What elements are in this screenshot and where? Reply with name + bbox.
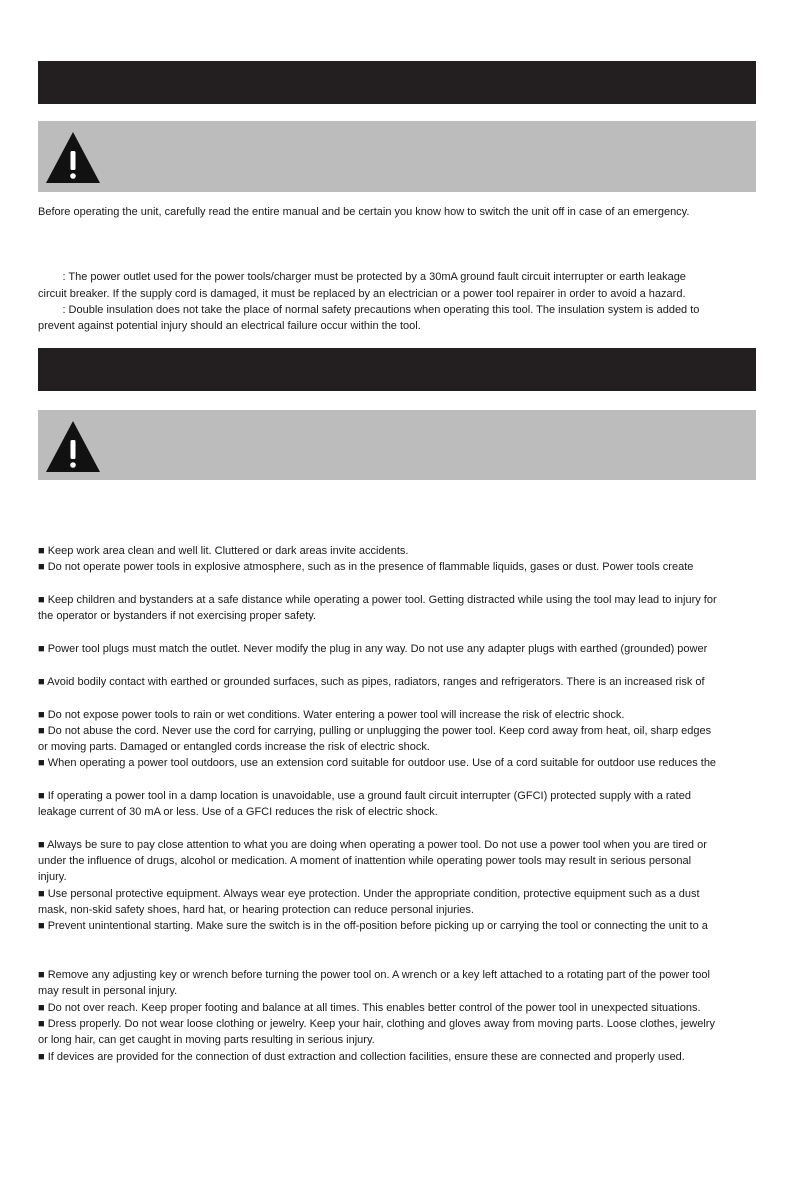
list-item: ■ Do not operate power tools in explosive atmosphere, such as in the presence of flammable liquids, gases or dust. Power tools create: [38, 561, 694, 573]
list-item: ■ Power tool plugs must match the outlet. Never modify the plug in any way. Do not use any adapter plugs with earthed (grounded) power: [38, 643, 708, 655]
list-item: ■ Remove any adjusting key or wrench before turning the power tool on. A wrench or a key left attached to a rotating part of the power tool: [38, 969, 710, 981]
body-line: prevent against potential injury should an electrical failure occur within the tool.: [38, 320, 421, 332]
list-item: or long hair, can get caught in moving parts resulting in serious injury.: [38, 1034, 375, 1046]
warning-box-2: [38, 410, 756, 480]
list-item: the operator or bystanders if not exercising proper safety.: [38, 610, 316, 622]
list-item: ■ Do not over reach. Keep proper footing and balance at all times. This enables better control of the power tool in unexpected situations.: [38, 1002, 701, 1014]
list-item: ■ Dress properly. Do not wear loose clothing or jewelry. Keep your hair, clothing and gloves away from moving parts. Loose clothes, jewelry: [38, 1018, 715, 1030]
section-header-bar-2: [38, 348, 756, 391]
list-item: ■ Do not expose power tools to rain or wet conditions. Water entering a power tool will increase the risk of electric shock.: [38, 709, 625, 721]
list-item: mask, non-skid safety shoes, hard hat, or hearing protection can reduce personal injuries.: [38, 904, 474, 916]
list-item: ■ Always be sure to pay close attention to what you are doing when operating a power tool. Do not use a power tool when you are tired or: [38, 839, 707, 851]
intro-line: Before operating the unit, carefully read the entire manual and be certain you know how to switch the unit off in case of an emergency.: [38, 206, 690, 218]
list-item: ■ Use personal protective equipment. Always wear eye protection. Under the appropriate condition, protective equipment such as a dust: [38, 888, 700, 900]
list-item: ■ Avoid bodily contact with earthed or grounded surfaces, such as pipes, radiators, ranges and refrigerators. There is an increased risk of: [38, 676, 705, 688]
body-line: circuit breaker. If the supply cord is damaged, it must be replaced by an electrician or a power tool repairer in order to avoid a hazard.: [38, 288, 686, 300]
list-item: under the influence of drugs, alcohol or medication. A moment of inattention while operating power tools may result in serious personal: [38, 855, 692, 867]
list-item: injury.: [38, 871, 67, 883]
list-item: ■ Keep work area clean and well lit. Cluttered or dark areas invite accidents.: [38, 545, 409, 557]
warning-box-1: [38, 121, 756, 192]
list-item: or moving parts. Damaged or entangled cords increase the risk of electric shock.: [38, 741, 430, 753]
section-header-bar-1: [38, 61, 756, 104]
body-line: : Double insulation does not take the place of normal safety precautions when operating this tool. The insulation system is added to: [38, 304, 700, 316]
list-item: may result in personal injury.: [38, 985, 178, 997]
list-item: leakage current of 30 mA or less. Use of a GFCI reduces the risk of electric shock.: [38, 806, 438, 818]
warning-triangle-icon: [44, 129, 102, 185]
list-item: ■ Keep children and bystanders at a safe distance while operating a power tool. Getting distracted while using the tool may lead to injury for: [38, 594, 717, 606]
list-item: ■ When operating a power tool outdoors, use an extension cord suitable for outdoor use. Use of a cord suitable for outdoor use reduces the: [38, 757, 717, 769]
list-item: ■ Do not abuse the cord. Never use the cord for carrying, pulling or unplugging the power tool. Keep cord away from heat, oil, sharp edges: [38, 725, 712, 737]
warning-triangle-icon: [44, 418, 102, 474]
list-item: ■ If operating a power tool in a damp location is unavoidable, use a ground fault circuit interrupter (GFCI) protected supply with a rated: [38, 790, 691, 802]
body-line: : The power outlet used for the power tools/charger must be protected by a 30mA ground fault circuit interrupter or earth leakage: [38, 271, 686, 283]
list-item: ■ Prevent unintentional starting. Make sure the switch is in the off-position before picking up or carrying the tool or connecting the unit to a: [38, 920, 708, 932]
list-item: ■ If devices are provided for the connection of dust extraction and collection facilities, ensure these are connected and properly used.: [38, 1051, 685, 1063]
